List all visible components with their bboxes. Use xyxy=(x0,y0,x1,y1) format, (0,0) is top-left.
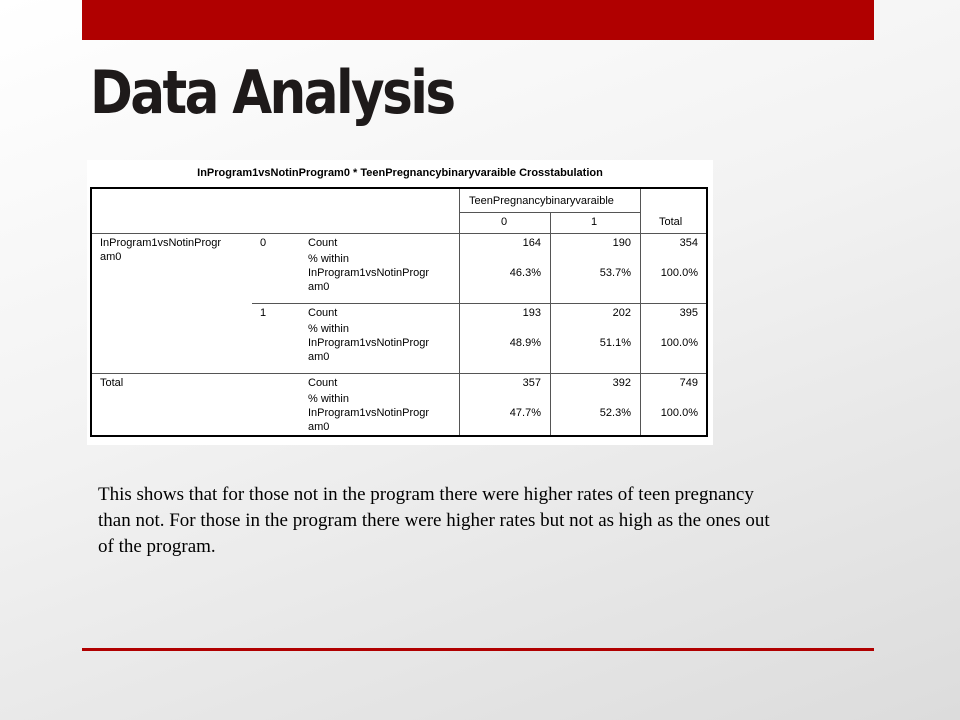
pct-label: am0 xyxy=(308,421,330,433)
row-label-total: Total xyxy=(100,377,124,389)
bottom-accent-rule xyxy=(82,648,874,651)
pct-cell: 52.3% xyxy=(599,407,631,419)
count-cell: 164 xyxy=(522,237,541,249)
pct-cell: 100.0% xyxy=(660,267,698,279)
row-label-1: 1 xyxy=(260,307,267,319)
pct-label: InProgram1vsNotinProgr xyxy=(308,337,430,349)
column-header-1: 1 xyxy=(591,216,598,228)
column-header-0: 0 xyxy=(501,216,508,228)
count-label: Count xyxy=(308,237,338,249)
count-cell: 354 xyxy=(679,237,698,249)
count-cell: 357 xyxy=(522,377,541,389)
pct-cell: 100.0% xyxy=(660,337,698,349)
count-cell: 749 xyxy=(679,377,698,389)
pct-label: % within xyxy=(308,323,349,335)
count-cell: 395 xyxy=(679,307,698,319)
row-variable-label: InProgram1vsNotinProgr xyxy=(100,237,222,249)
crosstab-title: InProgram1vsNotinProgram0 * TeenPregnancybinaryvaraible Crosstabulation xyxy=(197,167,603,179)
row-label-0: 0 xyxy=(260,237,267,249)
slide-description: This shows that for those not in the program there were higher rates of teen pregnancy than not. For those in the program there were higher rates but not as high as the ones out of the program. xyxy=(98,484,770,557)
crosstab-table xyxy=(87,160,713,445)
row-variable-label-cont: am0 xyxy=(100,251,122,263)
count-cell: 392 xyxy=(612,377,631,389)
pct-label: InProgram1vsNotinProgr xyxy=(308,267,430,279)
pct-cell: 100.0% xyxy=(660,407,698,419)
count-cell: 190 xyxy=(612,237,631,249)
top-accent-bar xyxy=(82,0,874,40)
pct-label: InProgram1vsNotinProgr xyxy=(308,407,430,419)
pct-cell: 48.9% xyxy=(509,337,541,349)
count-label: Count xyxy=(308,307,338,319)
slide-title: Data Analysis xyxy=(90,58,454,128)
pct-label: am0 xyxy=(308,281,330,293)
column-variable-header: TeenPregnancybinaryvaraible xyxy=(469,195,614,207)
count-cell: 202 xyxy=(612,307,631,319)
count-cell: 193 xyxy=(522,307,541,319)
column-header-total: Total xyxy=(659,216,683,228)
pct-cell: 53.7% xyxy=(599,267,631,279)
pct-label: am0 xyxy=(308,351,330,363)
pct-cell: 46.3% xyxy=(509,267,541,279)
pct-label: % within xyxy=(308,253,349,265)
count-label: Count xyxy=(308,377,338,389)
pct-label: % within xyxy=(308,393,349,405)
pct-cell: 51.1% xyxy=(599,337,631,349)
pct-cell: 47.7% xyxy=(509,407,541,419)
table-frame xyxy=(90,187,708,437)
